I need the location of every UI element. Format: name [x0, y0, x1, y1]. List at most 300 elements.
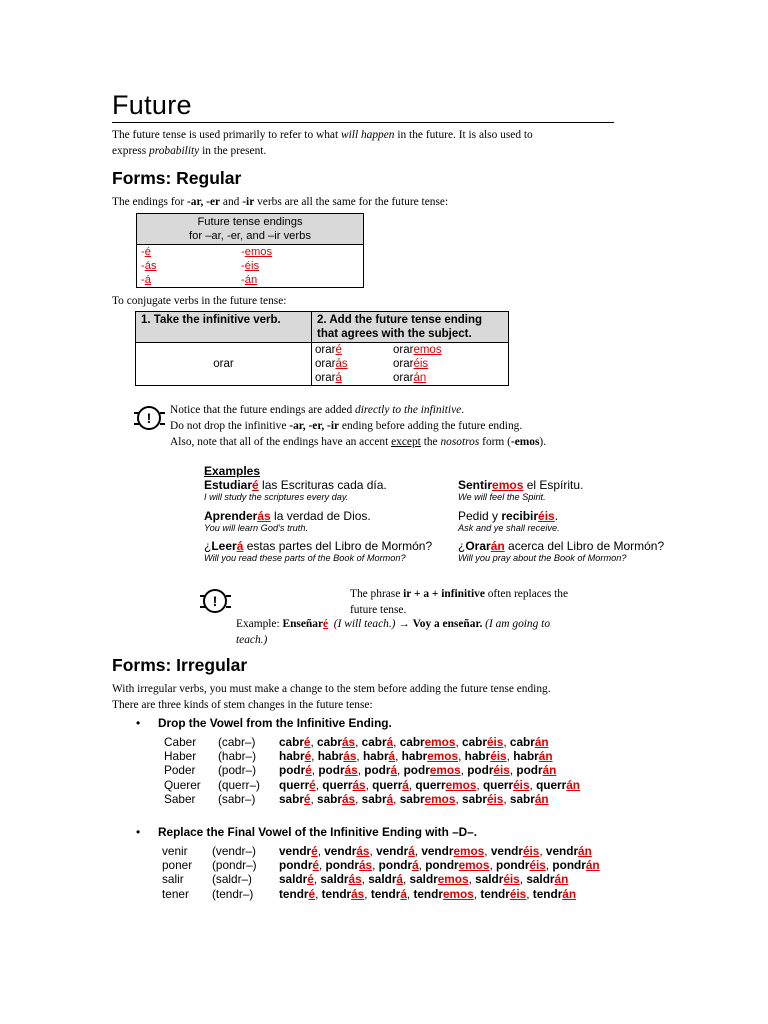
- irregular-forms: [279, 844, 592, 858]
- ending-singular: [137, 259, 238, 273]
- irregular-form-stem: pondr: [279, 858, 313, 873]
- irregular-verb-row: [162, 872, 642, 886]
- irregular-form-stem: podr: [467, 763, 494, 778]
- irregular-stem-label: (vendr–): [212, 844, 256, 858]
- irregular-stem-label: (cabr–): [218, 735, 256, 749]
- intro-text: in the future. It is also used to: [394, 129, 533, 141]
- endings-table-header-line2: for –ar, -er, and –ir verbs: [189, 230, 311, 242]
- endings-row: [137, 273, 364, 288]
- irregular-forms: [279, 887, 576, 901]
- example-alt-translation: (I am going to: [485, 618, 551, 630]
- bullet-icon: •: [136, 716, 141, 730]
- irregular-form-ending: ás: [351, 886, 365, 901]
- irregular-form-ending: emos: [424, 735, 456, 749]
- conj-ending: ás: [335, 358, 348, 370]
- irregular-form-stem: pondr: [496, 858, 530, 873]
- irregular-form-ending: éis: [490, 749, 507, 764]
- exclamation-tick: [160, 412, 165, 414]
- irregular-infinitive: Saber: [164, 791, 196, 806]
- irregular-form-ending: án: [585, 858, 600, 873]
- example-rest: el Espíritu.: [523, 478, 584, 492]
- irregular-verb-row: [162, 844, 642, 858]
- irregular-form-stem: habr: [401, 749, 428, 764]
- irregular-form-ending: á: [396, 872, 403, 887]
- ending-value: éis: [244, 260, 260, 272]
- irregular-form-stem: podr: [279, 763, 306, 778]
- example-sentence: [458, 539, 664, 553]
- irregular-form-separator: ,: [526, 886, 533, 901]
- exclamation-icon: !: [203, 589, 227, 613]
- irregular-form-stem: tendr: [321, 886, 352, 901]
- heading-forms-regular: Forms: Regular: [112, 168, 242, 188]
- note-bold: ir + a + infinitive: [403, 588, 485, 600]
- example-prefix: ¿: [458, 539, 466, 553]
- irregular-form-ending: á: [402, 777, 409, 792]
- irregular-form-ending: emos: [458, 858, 490, 873]
- irregular-infinitive: tener: [162, 886, 189, 901]
- example-verb-ending: án: [490, 539, 505, 553]
- irregular-form-ending: ás: [341, 791, 356, 806]
- note-infinitive: [170, 402, 546, 450]
- irregular-form-stem: vendr: [545, 844, 579, 858]
- endings-row: [137, 259, 364, 273]
- irregular-form-stem: habr: [317, 749, 344, 764]
- conj-ending: á: [335, 372, 342, 384]
- irregular-forms: [279, 735, 549, 749]
- irregular-form-stem: cabr: [317, 735, 342, 749]
- irregular-form-stem: querr: [322, 777, 353, 792]
- irregular-form-ending: é: [311, 844, 318, 858]
- irregular-infinitive: poner: [162, 858, 193, 873]
- irregular-form-stem: querr: [372, 777, 403, 792]
- arrow-right-icon: →: [398, 618, 410, 630]
- irregular-form-stem: podr: [318, 763, 345, 778]
- irregular-form-stem: podr: [516, 763, 543, 778]
- irregular-form-ending: emos: [453, 844, 485, 858]
- ending-singular: [137, 245, 238, 260]
- irregular-verb-row: [164, 778, 644, 792]
- irregular-form-separator: ,: [395, 749, 402, 764]
- note-text: ).: [539, 436, 547, 448]
- ending-dash: -: [141, 260, 145, 272]
- intro-text: express: [112, 145, 150, 157]
- irregular-forms: [279, 763, 556, 777]
- irregular-form-stem: podr: [364, 763, 391, 778]
- irregular-infinitive: salir: [162, 872, 184, 887]
- exclamation-tick: [226, 595, 231, 597]
- example-verb-stem: Orar: [465, 539, 491, 553]
- irregular-form-separator: ,: [489, 858, 497, 873]
- intro-text: in the present.: [199, 145, 267, 157]
- irregular-form-separator: ,: [506, 749, 514, 764]
- example-sentence: [204, 509, 371, 523]
- example-verb-stem: Leer: [211, 539, 237, 553]
- irregular-form-separator: ,: [406, 886, 414, 901]
- irregular-form-stem: cabr: [462, 735, 487, 749]
- irregular-form-separator: ,: [476, 777, 483, 792]
- example-verb-stem: Sentir: [458, 478, 493, 492]
- stem-change-heading: Drop the Vowel from the Infinitive Ending.: [158, 716, 392, 730]
- irregular-form-stem: saldr: [320, 872, 349, 887]
- irregular-form-stem: sabr: [279, 791, 304, 806]
- irregular-form-stem: habr: [513, 749, 539, 764]
- irregular-form-separator: ,: [468, 872, 476, 887]
- irregular-form-stem: habr: [464, 749, 491, 764]
- irregular-form-separator: ,: [539, 844, 546, 858]
- irregular-form-separator: ,: [355, 791, 362, 806]
- irregular-form-separator: ,: [355, 735, 362, 749]
- exclamation-tick: [134, 412, 139, 414]
- intro-emphasis: will happen: [341, 129, 395, 141]
- ending-plural: [237, 273, 364, 288]
- irregular-form-stem: habr: [279, 749, 305, 764]
- irregular-form-ending: é: [303, 735, 311, 749]
- irregular-verb-row: [164, 735, 644, 749]
- conjugate-intro: To conjugate verbs in the future tense:: [112, 295, 287, 307]
- irregular-form-ending: é: [312, 858, 319, 873]
- irregular-form-ending: án: [538, 749, 553, 764]
- irregular-form-ending: á: [386, 791, 394, 806]
- irregular-form-separator: ,: [315, 886, 322, 901]
- irregular-verb-row: [164, 763, 644, 777]
- irregular-stem-label: (pondr–): [212, 858, 257, 873]
- conj-col2-header-line1: 2. Add the future tense ending: [317, 314, 483, 326]
- example-alt: Voy a enseñar.: [412, 618, 483, 630]
- note-emphasis: directly to the infinitive: [355, 404, 462, 416]
- irregular-infinitive: Querer: [164, 777, 201, 792]
- ending-value: á: [144, 274, 151, 286]
- irregular-form-ending: ás: [341, 735, 356, 749]
- ending-value: é: [144, 246, 151, 258]
- conj-ending: éis: [413, 358, 429, 370]
- irregular-form-stem: pondr: [552, 858, 586, 873]
- irregular-text: With irregular verbs, you must make a change to the stem before adding the future tense ending.: [112, 683, 551, 695]
- conjugation-table: [135, 311, 509, 386]
- irregular-form-stem: sabr: [462, 791, 487, 806]
- irregular-form-separator: ,: [458, 749, 465, 764]
- irregular-form-separator: ,: [393, 791, 400, 806]
- conj-ending: é: [335, 344, 342, 356]
- irregular-form-separator: ,: [310, 791, 318, 806]
- irregular-form-ending: emos: [445, 777, 477, 792]
- example-verb-stem: recibir: [501, 509, 539, 523]
- irregular-form-stem: querr: [279, 777, 310, 792]
- irregular-infinitive: Poder: [164, 763, 196, 778]
- irregular-form-separator: ,: [356, 749, 363, 764]
- intro-emphasis: probability: [149, 145, 200, 157]
- irregular-form-ending: emos: [437, 872, 469, 887]
- exclamation-tick: [200, 595, 205, 597]
- conj-stem: orar: [315, 372, 336, 384]
- ending-dash: -: [141, 246, 145, 258]
- irregular-form-stem: saldr: [409, 872, 438, 887]
- conj-stem: orar: [393, 358, 414, 370]
- irregular-infinitive: Haber: [164, 749, 197, 764]
- irregular-form-stem: vendr: [376, 844, 409, 858]
- irregular-stem-label: (querr–): [218, 777, 260, 792]
- title-divider: [112, 122, 614, 123]
- example-translation: I will study the scriptures every day.: [204, 492, 349, 502]
- irregular-stem-label: (saldr–): [212, 872, 252, 887]
- endings-text: The endings for: [112, 196, 187, 208]
- irregular-form-stem: tendr: [413, 886, 443, 901]
- example-stem: Enseñar: [282, 618, 324, 630]
- irregular-form-stem: pondr: [378, 858, 413, 873]
- ending-dash: -: [241, 260, 245, 272]
- irregular-form-separator: ,: [311, 749, 318, 764]
- irregular-form-stem: saldr: [475, 872, 504, 887]
- irregular-verb-row: [162, 858, 642, 872]
- irregular-form-separator: ,: [310, 735, 318, 749]
- irregular-form-ending: ás: [352, 777, 366, 792]
- example-translation: You will learn God’s truth.: [204, 523, 309, 533]
- irregular-form-stem: saldr: [368, 872, 397, 887]
- irregular-form-ending: á: [408, 844, 415, 858]
- irregular-form-separator: ,: [408, 777, 416, 792]
- irregular-form-ending: é: [304, 749, 312, 764]
- irregular-form-stem: sabr: [361, 791, 387, 806]
- irregular-forms: [279, 858, 600, 872]
- example-verb-ending: emos: [492, 478, 524, 492]
- irregular-form-ending: éis: [529, 858, 546, 873]
- irregular-form-ending: emos: [442, 886, 474, 901]
- irregular-form-stem: tendr: [370, 886, 401, 901]
- irregular-form-stem: habr: [362, 749, 389, 764]
- irregular-form-separator: ,: [372, 858, 379, 873]
- page-title: Future: [112, 90, 192, 120]
- endings-table-header-line1: Future tense endings: [197, 216, 303, 228]
- heading-forms-irregular: Forms: Irregular: [112, 655, 248, 675]
- irregular-form-stem: podr: [403, 763, 430, 778]
- irregular-form-ending: emos: [427, 749, 459, 764]
- irregular-form-ending: á: [412, 858, 419, 873]
- example-rest: .: [554, 509, 559, 523]
- irregular-intro: [112, 681, 551, 713]
- irregular-form-separator: ,: [460, 763, 468, 778]
- irregular-form-ending: án: [554, 872, 569, 887]
- irregular-form-separator: ,: [509, 763, 517, 778]
- conj-stem: orar: [315, 344, 336, 356]
- note-text: the: [420, 436, 441, 448]
- irregular-form-ending: ás: [356, 844, 370, 858]
- example-translation: Will you pray about the Book of Mormon?: [458, 553, 627, 563]
- irregular-stem-label: (podr–): [218, 763, 257, 778]
- conj-ending: emos: [413, 344, 442, 356]
- irregular-form-ending: éis: [486, 735, 504, 749]
- examples-heading: Examples: [204, 464, 261, 478]
- irregular-form-ending: é: [305, 763, 312, 778]
- irregular-form-ending: éis: [503, 872, 520, 887]
- irregular-form-stem: pondr: [325, 858, 359, 873]
- conj-form-singular: [315, 357, 348, 371]
- irregular-stem-label: (tendr–): [212, 886, 254, 901]
- ending-value: ás: [144, 260, 157, 272]
- note-text: form (: [479, 436, 511, 448]
- irregular-stem-label: (sabr–): [218, 791, 256, 806]
- irregular-form-separator: ,: [414, 844, 422, 858]
- irregular-verb-row: [164, 749, 644, 763]
- irregular-form-stem: pondr: [425, 858, 459, 873]
- irregular-form-ending: á: [390, 763, 398, 778]
- example-sentence: [458, 509, 558, 523]
- irregular-form-stem: tendr: [279, 886, 309, 901]
- ending-value: án: [244, 274, 258, 286]
- conj-stem: orar: [393, 372, 414, 384]
- irregular-form-ending: ás: [348, 872, 362, 887]
- exclamation-tick: [226, 606, 231, 608]
- irregular-form-stem: tendr: [532, 886, 563, 901]
- irregular-forms: [279, 749, 553, 763]
- example-sentence: [458, 478, 583, 492]
- irregular-form-ending: án: [578, 844, 592, 858]
- note-bold: -ar, -er, -ir: [289, 420, 340, 432]
- irregular-form-stem: querr: [482, 777, 514, 792]
- example-rest: la verdad de Dios.: [270, 509, 371, 523]
- ending-dash: -: [141, 274, 145, 286]
- irregular-form-separator: ,: [473, 886, 481, 901]
- example-verb-ending: ás: [257, 509, 271, 523]
- irregular-form-stem: vendr: [421, 844, 454, 858]
- irregular-form-stem: vendr: [324, 844, 357, 858]
- note-text: Do not drop the infinitive: [170, 420, 290, 432]
- irregular-form-separator: ,: [311, 763, 319, 778]
- example-sentence: [204, 539, 432, 553]
- ending-dash: -: [241, 274, 245, 286]
- exclamation-icon: !: [137, 406, 161, 430]
- note-text: ending before adding the future ending.: [339, 420, 523, 432]
- irregular-form-separator: ,: [503, 735, 510, 749]
- irregular-form-stem: cabr: [399, 735, 425, 749]
- example-rest: estas partes del Libro de Mormón?: [243, 539, 433, 553]
- irregular-form-ending: án: [542, 763, 557, 778]
- endings-text: and: [220, 196, 243, 208]
- note-text: Also, note that all of the endings have an accent: [170, 436, 392, 448]
- irregular-form-ending: emos: [429, 763, 461, 778]
- endings-intro: [112, 194, 448, 210]
- note-underline: except: [391, 436, 421, 448]
- example-translation: (I will teach.): [333, 618, 396, 630]
- note-ir-a-infinitive: [350, 586, 568, 618]
- ending-plural: [237, 259, 364, 273]
- conj-stem: orar: [315, 358, 336, 370]
- irregular-form-separator: ,: [365, 777, 373, 792]
- ending-singular: [137, 273, 238, 288]
- irregular-form-stem: sabr: [399, 791, 425, 806]
- endings-text: verbs are all the same for the future tense:: [254, 196, 449, 208]
- example-verb-stem: Estudiar: [204, 478, 253, 492]
- note-text: Example:: [236, 618, 283, 630]
- irregular-forms: [279, 872, 568, 886]
- irregular-form-ending: éis: [493, 763, 510, 778]
- example-verb-stem: Aprender: [204, 509, 258, 523]
- irregular-form-stem: vendr: [490, 844, 523, 858]
- example-ending: é: [323, 618, 329, 630]
- irregular-form-separator: ,: [455, 735, 463, 749]
- note-emphasis: nosotros: [440, 436, 480, 448]
- irregular-form-ending: éis: [486, 791, 504, 806]
- note-text: The phrase: [350, 588, 404, 600]
- irregular-form-ending: á: [386, 735, 394, 749]
- irregular-form-ending: án: [566, 777, 581, 792]
- irregular-form-separator: ,: [503, 791, 510, 806]
- irregular-form-ending: éis: [509, 886, 527, 901]
- irregular-form-ending: é: [303, 791, 311, 806]
- irregular-verb-row: [164, 792, 644, 806]
- irregular-form-separator: ,: [455, 791, 463, 806]
- example-verb-ending: á: [236, 539, 244, 553]
- conj-form-singular: [315, 371, 342, 385]
- endings-ar-er: -ar, -er: [186, 196, 221, 208]
- irregular-form-ending: á: [388, 749, 396, 764]
- irregular-form-ending: é: [308, 886, 316, 901]
- irregular-form-stem: querr: [536, 777, 567, 792]
- conj-form-plural: [393, 357, 428, 371]
- conj-forms: [312, 343, 509, 386]
- example-alt-translation: teach.): [236, 634, 268, 646]
- future-endings-table: [136, 213, 364, 288]
- conj-col2-header: [312, 312, 509, 343]
- example-prefix: ¿: [204, 539, 212, 553]
- example-prefix: Pedid y: [458, 509, 502, 523]
- note-text: often replaces the: [484, 588, 569, 600]
- ending-value: emos: [244, 246, 273, 258]
- irregular-form-separator: ,: [402, 872, 410, 887]
- irregular-form-stem: querr: [415, 777, 446, 792]
- conj-ending: án: [413, 372, 427, 384]
- endings-table-header: [137, 214, 364, 245]
- stem-change-heading: Replace the Final Vowel of the Infinitive Ending with –D–.: [158, 825, 477, 839]
- conj-infinitive: orar: [136, 343, 312, 386]
- irregular-form-stem: vendr: [279, 844, 312, 858]
- irregular-form-separator: ,: [357, 763, 365, 778]
- irregular-form-stem: saldr: [279, 872, 308, 887]
- irregular-form-separator: ,: [545, 858, 553, 873]
- example-translation: We will feel the Spirit.: [458, 492, 546, 502]
- irregular-form-separator: ,: [318, 858, 326, 873]
- exclamation-tick: [134, 423, 139, 425]
- conj-col2-header-line2: that agrees with the subject.: [317, 328, 472, 340]
- irregular-form-ending: á: [400, 886, 407, 901]
- irregular-form-ending: ás: [358, 858, 373, 873]
- example-verb-ending: éis: [538, 509, 555, 523]
- irregular-form-ending: án: [534, 735, 549, 749]
- irregular-form-separator: ,: [361, 872, 369, 887]
- irregular-infinitive: venir: [162, 844, 188, 858]
- irregular-form-separator: ,: [364, 886, 371, 901]
- irregular-verb-row: [162, 887, 642, 901]
- irregular-form-stem: cabr: [509, 735, 535, 749]
- irregular-form-stem: tendr: [480, 886, 510, 901]
- irregular-form-separator: ,: [313, 872, 321, 887]
- exclamation-tick: [160, 423, 165, 425]
- conj-col1-header: 1. Take the infinitive verb.: [136, 312, 312, 343]
- irregular-form-separator: ,: [369, 844, 377, 858]
- irregular-text: There are three kinds of stem changes in the future tense:: [112, 699, 373, 711]
- irregular-form-ending: emos: [424, 791, 456, 806]
- irregular-form-separator: ,: [519, 872, 527, 887]
- example-rest: las Escrituras cada día.: [258, 478, 387, 492]
- conj-stem: orar: [393, 344, 414, 356]
- irregular-form-stem: sabr: [317, 791, 342, 806]
- irregular-form-stem: cabr: [361, 735, 387, 749]
- irregular-form-ending: án: [562, 886, 577, 901]
- irregular-form-stem: saldr: [526, 872, 555, 887]
- conj-form-plural: [393, 343, 442, 357]
- example-verb-ending: é: [252, 478, 259, 492]
- irregular-forms: [279, 792, 549, 806]
- example-rest: acerca del Libro de Mormón?: [504, 539, 665, 553]
- irregular-form-separator: ,: [529, 777, 537, 792]
